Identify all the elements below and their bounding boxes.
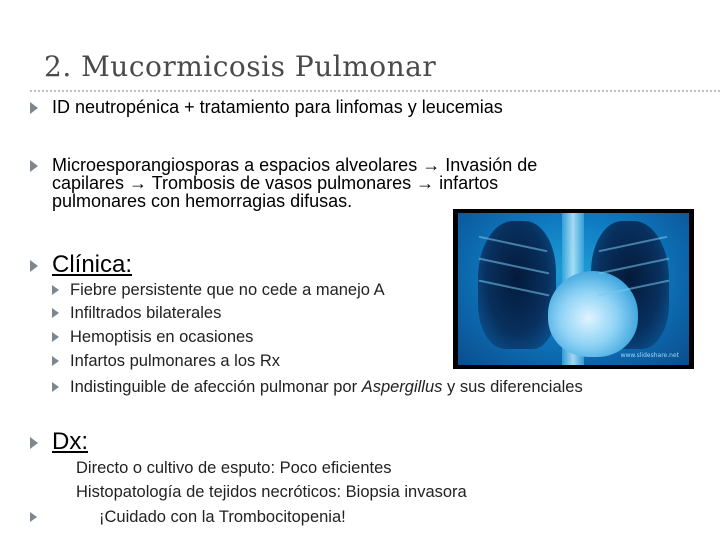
warning-item	[30, 509, 346, 526]
section-heading: Dx:	[52, 428, 88, 455]
bullet-arrow-icon	[30, 437, 38, 449]
bullet-line: pulmonares con hemorragias difusas.	[52, 191, 353, 211]
section-dx	[30, 430, 88, 454]
xray-watermark: www.slideshare.net	[620, 352, 679, 359]
bullet-arrow-icon	[52, 308, 59, 318]
bullet-text: ID neutropénica + tratamiento para linfomas y leucemias	[52, 97, 503, 117]
dx-line-culture: Directo o cultivo de esputo: Poco eficientes	[76, 459, 392, 477]
chest-xray-image	[453, 209, 694, 369]
list-item	[52, 282, 385, 299]
bullet-arrow-icon	[30, 160, 38, 172]
list-item	[52, 329, 253, 346]
bullet-arrow-icon	[30, 260, 38, 272]
list-item	[52, 305, 221, 322]
bullet-line: capilares → Trombosis de vasos pulmonares → infartos	[52, 173, 499, 193]
bullet-line: Microesporangiosporas a espacios alveolares → Invasión de	[52, 155, 538, 175]
list-item-text: Hemoptisis en ocasiones	[70, 328, 254, 346]
list-item-text	[70, 379, 583, 396]
list-item-text-pre: Indistinguible de afección pulmonar por	[70, 378, 362, 396]
warning-text: ¡Cuidado con la Trombocitopenia!	[99, 508, 346, 526]
slide-title: 2. Mucormicosis Pulmonar	[44, 50, 437, 83]
heart-shadow	[548, 271, 638, 357]
bullet-arrow-icon	[52, 382, 59, 392]
list-item-text: Infiltrados bilaterales	[70, 304, 222, 322]
bullet-arrow-icon	[52, 285, 59, 295]
list-item-text: Fiebre persistente que no cede a manejo A	[70, 281, 385, 299]
title-divider	[30, 90, 720, 92]
bullet-pathophysiology	[30, 156, 537, 210]
bullet-arrow-icon	[30, 102, 38, 114]
bullet-arrow-icon	[52, 332, 59, 342]
list-item	[52, 353, 280, 370]
dx-line-biopsy: Histopatología de tejidos necróticos: Biopsia invasora	[76, 483, 467, 501]
bullet-neutropenia	[30, 98, 503, 116]
bullet-arrow-icon	[30, 512, 37, 522]
list-item-text: Infartos pulmonares a los Rx	[70, 352, 281, 370]
list-item	[52, 379, 583, 396]
organism-name: Aspergillus	[361, 378, 443, 396]
xray-film	[458, 213, 689, 365]
bullet-arrow-icon	[52, 356, 59, 366]
list-item-text-post: y sus diferenciales	[442, 378, 583, 396]
section-heading: Clínica:	[52, 251, 133, 278]
section-clinica	[30, 253, 132, 277]
bullet-text	[52, 156, 537, 210]
